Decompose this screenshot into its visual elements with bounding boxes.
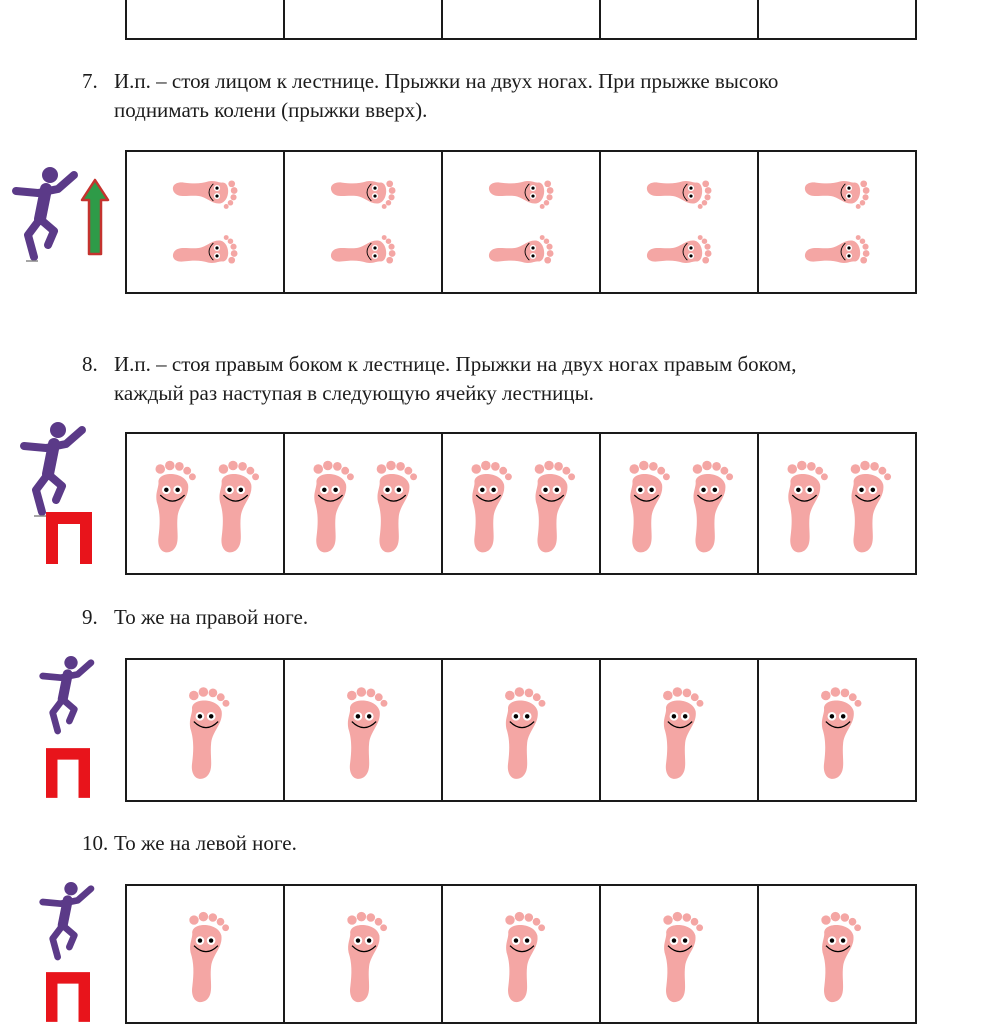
footprint-icon	[443, 886, 599, 1022]
exercise-number: 10.	[82, 831, 109, 855]
ladder-cell	[759, 152, 915, 292]
exercise-line-1: То же на правой ноге.	[114, 605, 309, 629]
jumping-figure-icon	[36, 880, 96, 964]
footprint-icon	[127, 434, 283, 573]
exercise-number: 7.	[82, 69, 98, 93]
ladder-cell	[127, 0, 285, 38]
exercise-number: 9.	[82, 605, 98, 629]
exercise-line-2: поднимать колени (прыжки вверх).	[114, 98, 428, 122]
footprint-icon	[285, 660, 441, 800]
footprint-icon	[759, 660, 915, 800]
ladder-exercise-7	[125, 150, 917, 294]
ladder-exercise-8	[125, 432, 917, 575]
footprint-icon	[601, 886, 757, 1022]
ladder-cell	[759, 886, 915, 1022]
ladder-cell	[443, 152, 601, 292]
ladder-previous	[125, 0, 917, 40]
jumping-figure-icon	[48, 0, 88, 14]
ladder-cell	[285, 886, 443, 1022]
ladder-cell	[127, 660, 285, 800]
ladder-cell	[127, 886, 285, 1022]
exercise-10-text	[82, 829, 297, 858]
jumping-figure-icon	[8, 165, 80, 265]
footprint-icon	[601, 434, 757, 573]
footprint-icon	[759, 434, 915, 573]
jumping-figure-icon	[36, 654, 96, 738]
ladder-cell	[759, 434, 915, 573]
footprint-icon	[127, 152, 283, 292]
exercise-7-text	[82, 67, 778, 96]
footprint-icon	[601, 152, 757, 292]
ladder-cell	[601, 152, 759, 292]
exercise-number: 8.	[82, 352, 98, 376]
footprint-icon	[127, 886, 283, 1022]
footprint-icon	[759, 886, 915, 1022]
ladder-cell	[127, 434, 285, 573]
exercise-8-text-line2	[114, 379, 594, 408]
exercise-line-1: И.п. – стоя лицом к лестнице. Прыжки на двух ногах. При прыжке высоко	[114, 69, 779, 93]
ladder-cell	[443, 886, 601, 1022]
step-sign-icon	[46, 748, 90, 798]
footprint-icon	[443, 434, 599, 573]
ladder-cell	[601, 660, 759, 800]
ladder-cell	[127, 152, 285, 292]
footprint-icon	[443, 660, 599, 800]
footprint-icon	[285, 886, 441, 1022]
ladder-cell	[759, 660, 915, 800]
step-sign-icon	[46, 512, 92, 564]
ladder-cell	[285, 152, 443, 292]
ladder-cell	[285, 0, 443, 38]
exercise-7-text-line2	[114, 96, 427, 125]
ladder-exercise-9	[125, 658, 917, 802]
ladder-exercise-10	[125, 884, 917, 1024]
jumping-figure-icon	[16, 420, 88, 520]
ladder-cell	[759, 0, 915, 38]
ladder-cell	[443, 434, 601, 573]
ladder-cell	[601, 886, 759, 1022]
footprint-icon	[285, 152, 441, 292]
arrow-up-icon	[80, 178, 110, 256]
exercise-8-text	[82, 350, 796, 379]
step-sign-icon	[46, 972, 90, 1022]
exercise-line-1: И.п. – стоя правым боком к лестнице. Прыжки на двух ногах правым боком,	[114, 352, 797, 376]
ladder-cell	[285, 434, 443, 573]
exercise-9-text	[82, 603, 308, 632]
footprint-icon	[443, 152, 599, 292]
footprint-icon	[285, 434, 441, 573]
footprint-icon	[127, 660, 283, 800]
exercise-line-1: То же на левой ноге.	[114, 831, 297, 855]
ladder-cell	[601, 434, 759, 573]
footprint-icon	[601, 660, 757, 800]
ladder-cell	[285, 660, 443, 800]
footprint-icon	[759, 152, 915, 292]
ladder-cell	[601, 0, 759, 38]
exercise-line-2: каждый раз наступая в следующую ячейку лестницы.	[114, 381, 594, 405]
ladder-cell	[443, 660, 601, 800]
ladder-cell	[443, 0, 601, 38]
